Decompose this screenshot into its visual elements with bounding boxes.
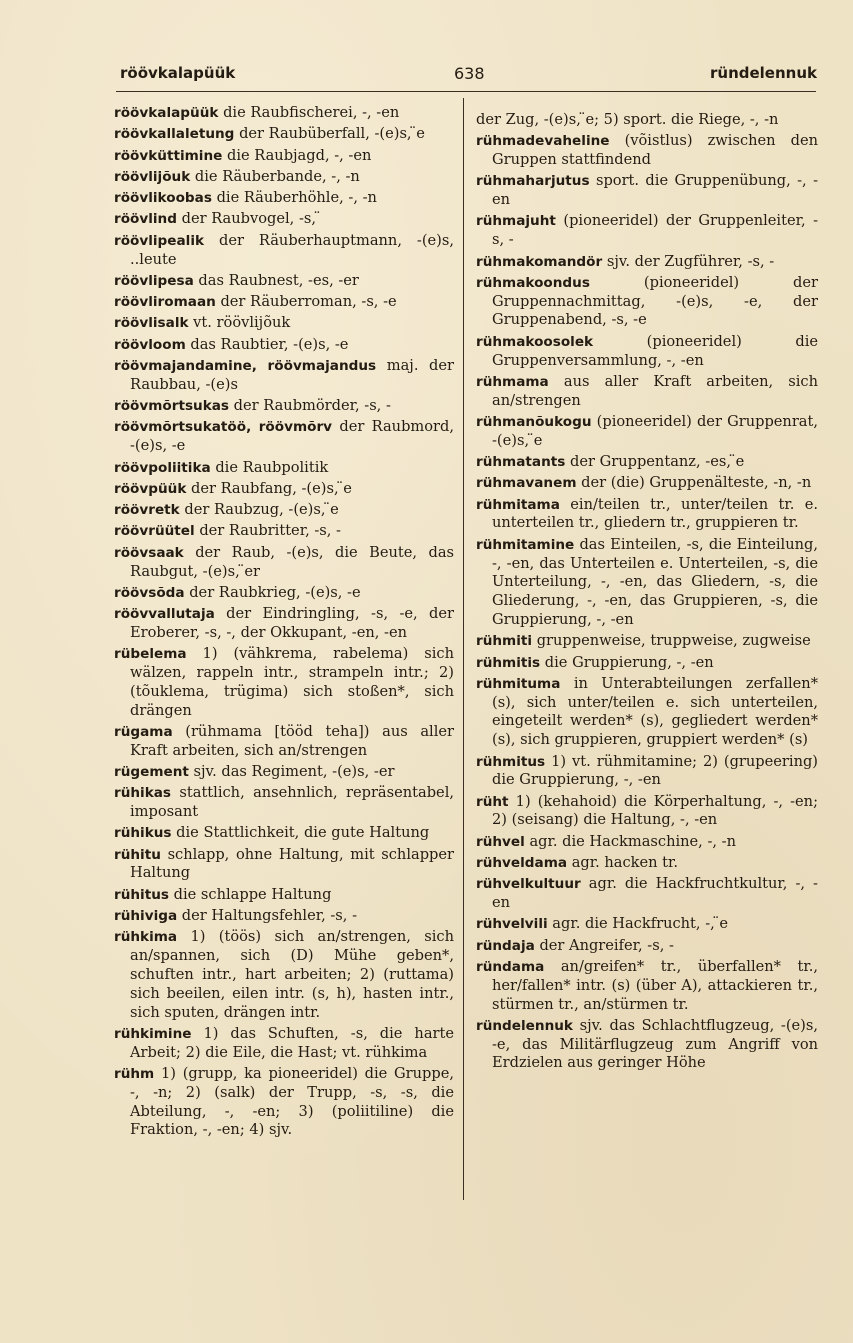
dictionary-entry bbox=[114, 480, 454, 499]
entry-definition: agr. die Hackfruchtkultur, -, -en bbox=[492, 875, 818, 912]
dictionary-entry bbox=[114, 763, 454, 782]
dictionary-entry bbox=[114, 293, 454, 312]
entry-definition: das Raubtier, -(e)s, -e bbox=[190, 335, 349, 353]
entry-definition: der Zug, -(e)s, ̈e; 5) sport. die Riege, -, -n bbox=[476, 111, 779, 128]
entry-definition: die Räuberhöhle, -, -n bbox=[216, 189, 377, 207]
entry-headword: rügement bbox=[114, 764, 189, 780]
entry-definition: 1) vt. rühmitamine; 2) (grupeering) die Gruppierung, -, -en bbox=[492, 752, 819, 789]
entry-definition: schlapp, ohne Haltung, mit schlapper Haltung bbox=[130, 845, 454, 882]
dictionary-entry bbox=[114, 272, 454, 291]
dictionary-entry bbox=[476, 632, 818, 651]
entry-headword: röövrüütel bbox=[114, 523, 195, 540]
entry-headword: rühikas bbox=[114, 785, 172, 802]
entry-headword: röövpoliitika bbox=[114, 459, 211, 476]
dictionary-entry bbox=[114, 907, 454, 926]
entry-headword: rüht bbox=[476, 793, 509, 810]
entry-headword: rühveldama bbox=[476, 854, 568, 871]
dictionary-entry bbox=[476, 958, 818, 1014]
entry-headword: rühmanõukogu bbox=[476, 413, 592, 430]
entry-definition: der Räuberhauptmann, -(e)s, ..leute bbox=[130, 231, 454, 268]
entry-headword: rühmama bbox=[476, 373, 549, 390]
entry-headword: rühm bbox=[114, 1065, 155, 1082]
entry-definition: der Raubritter, -s, - bbox=[199, 522, 341, 540]
dictionary-entry bbox=[114, 928, 454, 1022]
entry-headword: röövlisalk bbox=[114, 315, 189, 332]
dictionary-entry bbox=[476, 474, 818, 493]
dictionary-entry bbox=[476, 253, 818, 272]
entry-definition: agr. die Hackfrucht, -, ̈e bbox=[552, 915, 729, 933]
dictionary-entry bbox=[114, 232, 454, 270]
entry-definition: sjv. der Zugführer, -s, - bbox=[606, 252, 775, 270]
entry-headword: rühiviga bbox=[114, 908, 178, 925]
entry-definition: der Eindringling, -s, -e, der Eroberer, -s, -, der Okkupant, -en, -en bbox=[130, 605, 454, 641]
dictionary-entry bbox=[114, 824, 454, 843]
entry-headword: rühmadevaheline bbox=[476, 133, 610, 150]
entry-definition: 1) (kehahoid) die Körperhaltung, -, -en; 2) (seisang) die Haltung, -, -en bbox=[492, 792, 818, 829]
dictionary-entry bbox=[114, 314, 454, 333]
entry-definition: das Raubnest, -es, -er bbox=[198, 271, 359, 289]
entry-headword: röövvallutaja bbox=[114, 606, 215, 623]
dictionary-entry bbox=[114, 544, 454, 582]
entry-headword: ründelennuk bbox=[476, 1017, 573, 1034]
dictionary-entry bbox=[476, 915, 818, 934]
entry-headword: rühkimine bbox=[114, 1025, 192, 1042]
entry-headword: rühitu bbox=[114, 846, 161, 863]
entry-definition: (pioneeridel) die Gruppenversammlung, -, -en bbox=[492, 332, 818, 369]
entry-definition: maj. der Raubbau, -(e)s bbox=[130, 357, 454, 393]
entry-definition: der Raubüberfall, -(e)s, ̈e bbox=[239, 125, 425, 143]
column-divider bbox=[463, 98, 464, 1200]
dictionary-entry bbox=[476, 413, 818, 451]
dictionary-entry bbox=[114, 357, 454, 395]
entry-headword: rühmajuht bbox=[476, 213, 556, 230]
entry-headword: rühmitis bbox=[476, 654, 541, 671]
dictionary-entry bbox=[476, 854, 818, 873]
entry-headword: rühmiti bbox=[476, 633, 533, 650]
entry-definition: sjv. das Regiment, -(e)s, -er bbox=[193, 763, 395, 780]
dictionary-entry bbox=[476, 111, 818, 130]
dictionary-entry bbox=[114, 147, 454, 166]
dictionary-entry bbox=[114, 210, 454, 229]
entry-definition: der Raub, -(e)s, die Beute, das Raubgut, -(e)s, ̈er bbox=[130, 543, 455, 580]
entry-headword: rühmakoosolek bbox=[476, 333, 594, 350]
entry-definition: der Raubmord, -(e)s, -e bbox=[130, 418, 454, 455]
dictionary-entry bbox=[476, 675, 818, 750]
entry-headword: rühmavanem bbox=[476, 475, 577, 492]
entry-headword: röövliromaan bbox=[114, 294, 216, 311]
dictionary-entry bbox=[114, 104, 454, 123]
dictionary-entry bbox=[476, 453, 818, 472]
entry-definition: 1) (vähkrema, rabelema) sich wälzen, rappeln intr., strampeln intr.; 2) (tõuklema, trügima) sich stoßen*, sich drängen bbox=[130, 645, 454, 719]
dictionary-entry bbox=[476, 274, 818, 330]
entry-definition: stattlich, ansehnlich, repräsentabel, imposant bbox=[130, 784, 455, 821]
entry-headword: rühikus bbox=[114, 825, 172, 842]
entry-headword: röövküttimine bbox=[114, 147, 223, 164]
entry-definition: der (die) Gruppenälteste, -n, -n bbox=[581, 474, 812, 492]
entry-headword: rühmitus bbox=[476, 753, 546, 770]
entry-headword: röövsõda bbox=[114, 584, 185, 601]
entry-headword: röövlikoobas bbox=[114, 190, 212, 207]
right-column bbox=[476, 111, 818, 1076]
entry-headword: röövlipesa bbox=[114, 272, 194, 289]
entry-definition: der Raubmörder, -s, - bbox=[233, 397, 391, 415]
entry-definition: 1) (töös) sich an/strengen, sich an/spannen, sich (D) Mühe geben*, schuften intr., hart arbeiten; 2) (ruttama) sich beeilen, eilen intr. (s, h), hasten intr., sich sputen, drängen intr. bbox=[130, 928, 454, 1021]
entry-definition: die Stattlichkeit, die gute Haltung bbox=[176, 824, 430, 842]
dictionary-entry bbox=[476, 333, 818, 371]
entry-headword: rühvel bbox=[476, 833, 525, 850]
header-rule bbox=[116, 91, 816, 92]
entry-definition: der Raubzug, -(e)s, ̈e bbox=[184, 501, 339, 519]
dictionary-entry bbox=[476, 875, 818, 913]
entry-headword: rübelema bbox=[114, 646, 187, 663]
dictionary-entry bbox=[476, 937, 818, 956]
entry-definition: sjv. das Schlachtflugzeug, -(e)s, -e, das Militärflugzeug zum Angriff von Erdzielen aus geringer Höhe bbox=[492, 1016, 818, 1072]
entry-definition: sport. die Gruppenübung, -, -en bbox=[492, 172, 819, 209]
dictionary-entry bbox=[476, 536, 818, 630]
entry-headword: röövlind bbox=[114, 211, 177, 228]
entry-definition: die Gruppierung, -, -en bbox=[544, 653, 714, 671]
entry-headword: röövmõrtsukas bbox=[114, 398, 230, 415]
dictionary-entry bbox=[114, 846, 454, 884]
entry-definition: 1) (grupp, ka pioneeridel) die Gruppe, -, -n; 2) (salk) der Trupp, -s, -s, die Abteilung, -, -en; 3) (poliitiline) die Fraktion, -, -en; 4) sjv. bbox=[130, 1064, 455, 1139]
dictionary-entry bbox=[476, 496, 818, 534]
entry-headword: rühvelvili bbox=[476, 916, 548, 933]
entry-headword: rühmitamine bbox=[476, 536, 575, 553]
entry-headword: röövkalapüük bbox=[114, 105, 219, 121]
dictionary-entry bbox=[114, 645, 454, 720]
entry-definition: das Einteilen, -s, die Einteilung, -, -en, das Unterteilen e. Unterteilen, -s, die Unterteilung, -, -en, das Gliedern, -s, die Gliederung, -, -en, das Gruppieren, -s, die Gruppierung, -, -en bbox=[492, 535, 819, 628]
entry-definition: agr. hacken tr. bbox=[571, 853, 679, 871]
entry-definition: agr. die Hackmaschine, -, -n bbox=[529, 832, 736, 850]
entry-headword: ründaja bbox=[476, 937, 535, 954]
entry-headword: rühvelkultuur bbox=[476, 876, 581, 893]
entry-headword: rühmakomandör bbox=[476, 253, 603, 270]
entry-headword: röövmõrtsukatöö, röövmõrv bbox=[114, 419, 333, 436]
entry-headword: röövpüük bbox=[114, 480, 187, 497]
dictionary-entry bbox=[114, 584, 454, 603]
entry-headword: ründama bbox=[476, 958, 545, 975]
dictionary-entry bbox=[114, 501, 454, 520]
dictionary-entry bbox=[476, 654, 818, 673]
entry-definition: (rühmama [tööd teha]) aus aller Kraft arbeiten, sich an/strengen bbox=[130, 722, 454, 759]
dictionary-entry bbox=[476, 373, 818, 411]
entry-headword: rügama bbox=[114, 723, 173, 740]
dictionary-entry bbox=[476, 172, 818, 210]
entry-headword: röövloom bbox=[114, 336, 186, 353]
entry-headword: rühitus bbox=[114, 886, 169, 903]
entry-headword: rühmakoondus bbox=[476, 274, 590, 291]
entry-definition: an/greifen* tr., überfallen* tr., her/fallen* intr. (s) (über A), attackieren tr., stürmen tr., an/stürmen tr. bbox=[492, 957, 818, 1013]
entry-definition: (võistlus) zwischen den Gruppen stattfindend bbox=[492, 132, 818, 169]
entry-definition: der Räuberroman, -s, -e bbox=[220, 293, 397, 311]
dictionary-entry bbox=[114, 1025, 454, 1063]
running-head-left: röövkalapüük bbox=[120, 64, 236, 82]
entry-headword: röövsaak bbox=[114, 544, 184, 561]
entry-definition: (pioneeridel) der Gruppenrat, -(e)s, ̈e bbox=[492, 412, 819, 449]
dictionary-entry bbox=[114, 886, 454, 905]
dictionary-entry bbox=[476, 132, 818, 170]
dictionary-entry bbox=[114, 723, 454, 761]
entry-definition: der Haltungsfehler, -s, - bbox=[181, 907, 357, 925]
entry-definition: 1) das Schuften, -s, die harte Arbeit; 2) die Eile, die Hast; vt. rühkima bbox=[130, 1024, 454, 1061]
entry-definition: in Unterabteilungen zerfallen* (s), sich unter/teilen e. sich unterteilen, eingeteilt werden* (s), gegliedert werden* (s), sich gruppieren, gruppiert werden* (s) bbox=[492, 674, 818, 749]
dictionary-entry bbox=[476, 753, 818, 791]
dictionary-entry bbox=[114, 397, 454, 416]
left-column bbox=[114, 104, 454, 1143]
dictionary-entry bbox=[114, 336, 454, 355]
entry-definition: die Räuberbande, -, -n bbox=[194, 167, 360, 185]
entry-definition: (pioneeridel) der Gruppennachmittag, -(e)s, -e, der Gruppenabend, -s, -e bbox=[492, 273, 818, 329]
entry-headword: röövlipealik bbox=[114, 232, 205, 249]
dictionary-entry bbox=[476, 833, 818, 852]
dictionary-entry bbox=[114, 605, 454, 643]
dictionary-entry bbox=[114, 189, 454, 208]
dictionary-entry bbox=[476, 212, 818, 250]
entry-definition: (pioneeridel) der Gruppenleiter, -s, - bbox=[492, 212, 818, 249]
entry-headword: röövlijõuk bbox=[114, 168, 191, 185]
entry-definition: vt. röövlijõuk bbox=[193, 314, 291, 332]
entry-definition: der Gruppentanz, -es, ̈e bbox=[569, 453, 745, 471]
entry-definition: die Raubfischerei, -, -en bbox=[223, 104, 400, 121]
running-head-right: ründelennuk bbox=[710, 64, 817, 82]
entry-definition: der Raubvogel, -s, ̈ bbox=[181, 210, 321, 228]
dictionary-entry bbox=[114, 418, 454, 456]
dictionary-entry bbox=[114, 784, 454, 822]
entry-definition: die schlappe Haltung bbox=[173, 885, 332, 903]
dictionary-entry bbox=[476, 793, 818, 831]
dictionary-entry bbox=[114, 125, 454, 144]
entry-headword: rühmaharjutus bbox=[476, 173, 590, 190]
dictionary-entry bbox=[114, 522, 454, 541]
entry-headword: rühmatants bbox=[476, 454, 566, 471]
entry-headword: röövretk bbox=[114, 502, 180, 519]
entry-headword: rühmituma bbox=[476, 675, 561, 692]
page-header bbox=[116, 64, 817, 90]
entry-headword: röövmajandamine, röövmajandus bbox=[114, 358, 377, 375]
entry-definition: der Angreifer, -s, - bbox=[539, 936, 674, 954]
entry-definition: die Raubpolitik bbox=[215, 458, 329, 476]
entry-definition: die Raubjagd, -, -en bbox=[226, 146, 372, 164]
entry-definition: gruppenweise, truppweise, zugweise bbox=[536, 632, 811, 650]
entry-definition: ein/teilen tr., unter/teilen tr. e. unterteilen tr., gliedern tr., gruppieren tr. bbox=[492, 495, 818, 532]
entry-definition: der Raubfang, -(e)s, ̈e bbox=[191, 479, 352, 497]
entry-definition: aus aller Kraft arbeiten, sich an/strengen bbox=[492, 372, 819, 409]
dictionary-entry bbox=[114, 168, 454, 187]
dictionary-entry bbox=[114, 1065, 454, 1140]
entry-headword: rühmitama bbox=[476, 496, 560, 513]
entry-headword: rühkima bbox=[114, 929, 178, 946]
dictionary-entry bbox=[114, 459, 454, 478]
entry-definition: der Raubkrieg, -(e)s, -e bbox=[189, 583, 361, 601]
entry-headword: röövkallaletung bbox=[114, 126, 235, 143]
page-number: 638 bbox=[454, 64, 485, 83]
dictionary-entry bbox=[476, 1017, 818, 1073]
